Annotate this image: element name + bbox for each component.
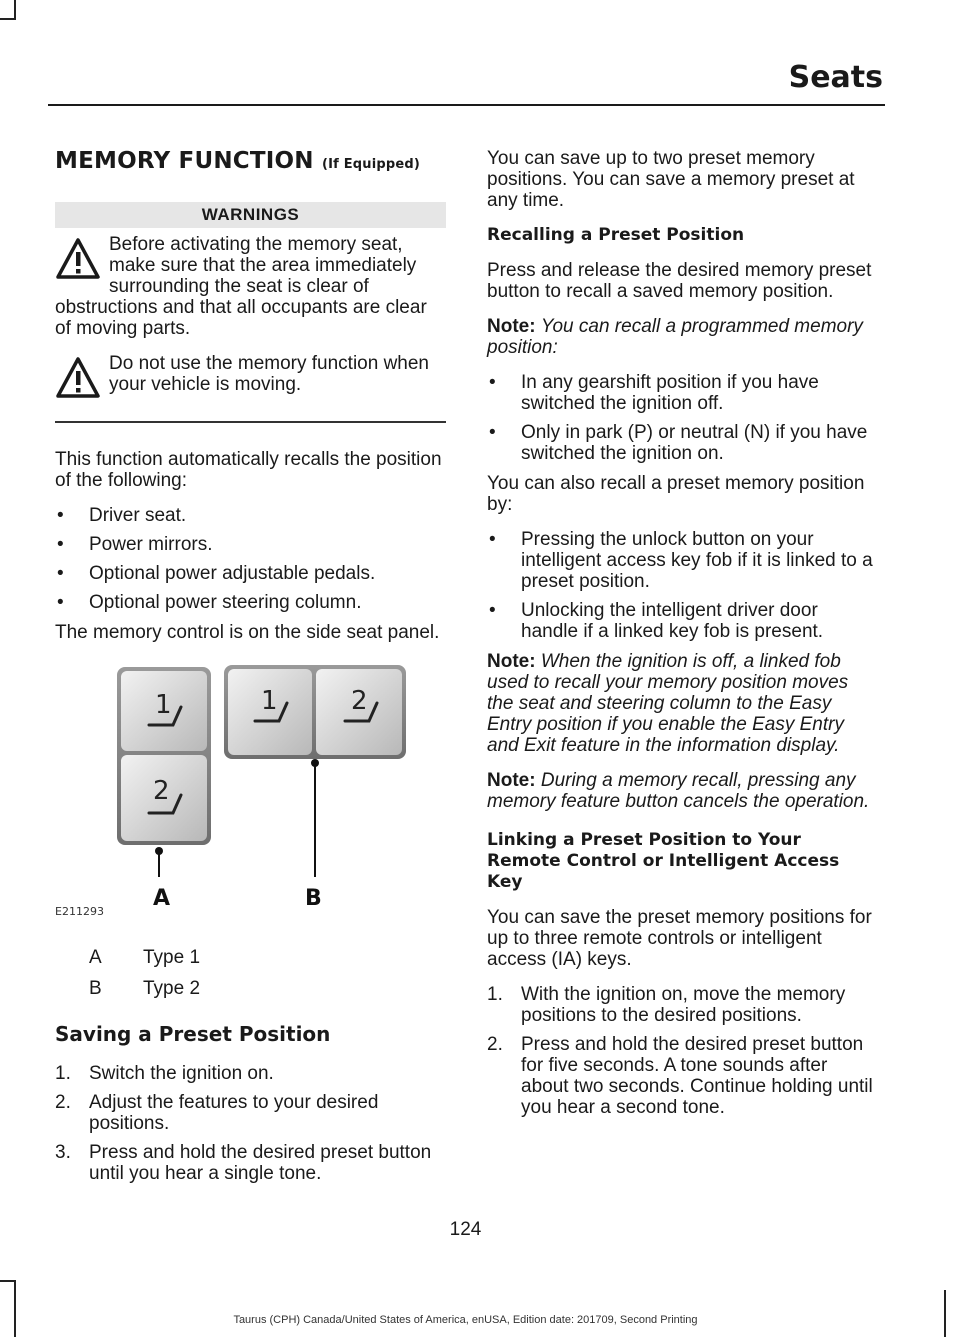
footer-text: Taurus (CPH) Canada/United States of America, enUSA, Edition date: 201709, Second Printing bbox=[233, 1314, 698, 1326]
warning-triangle-icon bbox=[55, 355, 101, 401]
warning-text: Before activating the memory seat, make sure that the area immediately surrounding the seat is clear of obstructions and that all occupants are clear of moving parts. bbox=[55, 234, 427, 339]
button-number: 2 bbox=[153, 776, 170, 806]
crop-mark bbox=[14, 0, 16, 20]
warnings-banner: WARNINGS bbox=[55, 202, 446, 228]
button-number: 1 bbox=[155, 690, 172, 720]
save-info-text: You can save up to two preset memory positions. You can save a memory preset at any time. bbox=[487, 148, 855, 211]
link-steps bbox=[487, 984, 879, 1118]
divider bbox=[55, 421, 446, 423]
list-item: • Pressing the unlock button on your intelligent access key fob if it is linked to a preset position. bbox=[487, 529, 879, 592]
right-column bbox=[487, 148, 879, 1126]
step-item: 2. Press and hold the desired preset button for five seconds. A tone sounds after about two seconds. Continue holding until you hear a second tone. bbox=[487, 1034, 873, 1118]
legend-row bbox=[89, 947, 446, 968]
link-text: You can save the preset memory positions for up to three remote controls or intelligent access (IA) keys. bbox=[487, 907, 872, 970]
section-title: MEMORY FUNCTION (If Equipped) bbox=[55, 148, 421, 174]
location-text: The memory control is on the side seat panel. bbox=[55, 622, 440, 643]
list-item: • Optional power steering column. bbox=[55, 592, 446, 613]
legend-key: B bbox=[89, 978, 102, 999]
crop-mark bbox=[0, 1280, 16, 1282]
legend-row bbox=[89, 978, 446, 999]
intro-text: This function automatically recalls the position of the following: bbox=[55, 449, 442, 491]
note: Note: When the ignition is off, a linked fob used to recall your memory position moves the seat and steering column to the Easy Entry position if you enable the Easy Entry and Exit feature in the information display. bbox=[487, 651, 849, 756]
running-header: Seats bbox=[788, 60, 883, 95]
saving-heading: Saving a Preset Position bbox=[55, 1022, 331, 1046]
callout-label-a: A bbox=[153, 886, 171, 911]
step-item: 1. Switch the ignition on. bbox=[55, 1063, 274, 1084]
left-column bbox=[55, 148, 446, 1192]
saving-steps bbox=[55, 1063, 446, 1184]
memory-buttons-figure bbox=[55, 657, 446, 925]
crop-mark bbox=[944, 1290, 946, 1337]
list-item: • In any gearshift position if you have switched the ignition off. bbox=[487, 372, 879, 414]
recall-list bbox=[55, 505, 446, 613]
crop-mark bbox=[14, 1280, 16, 1337]
link-heading: Linking a Preset Position to Your Remote Control or Intelligent Access Key bbox=[487, 830, 840, 892]
note-list bbox=[487, 372, 879, 464]
list-item: • Only in park (P) or neutral (N) if you have switched the ignition on. bbox=[487, 422, 879, 464]
list-item: • Optional power adjustable pedals. bbox=[55, 563, 446, 584]
warning-text: Do not use the memory function when your vehicle is moving. bbox=[109, 353, 430, 395]
list-item: • Power mirrors. bbox=[55, 534, 446, 555]
step-item: 2. Adjust the features to your desired positions. bbox=[55, 1092, 379, 1134]
also-list bbox=[487, 529, 879, 642]
warning-item bbox=[55, 234, 446, 339]
warning-item bbox=[55, 353, 446, 401]
figure-legend bbox=[89, 947, 446, 999]
button-number: 1 bbox=[261, 686, 278, 716]
legend-key: A bbox=[89, 947, 102, 968]
step-item: 1. With the ignition on, move the memory positions to the desired positions. bbox=[487, 984, 846, 1026]
recall-heading: Recalling a Preset Position bbox=[487, 225, 745, 245]
crop-mark bbox=[0, 18, 16, 20]
recall-text: Press and release the desired memory preset button to recall a saved memory position. bbox=[487, 260, 872, 302]
also-text: You can also recall a preset memory position by: bbox=[487, 473, 865, 515]
note: Note: During a memory recall, pressing any memory feature button cancels the operation. bbox=[487, 770, 870, 812]
step-item: 3. Press and hold the desired preset button until you hear a single tone. bbox=[55, 1142, 432, 1184]
button-number: 2 bbox=[351, 686, 368, 716]
list-item: • Driver seat. bbox=[55, 505, 446, 526]
header-rule bbox=[48, 104, 885, 106]
list-item: • Unlocking the intelligent driver door handle if a linked key fob is present. bbox=[487, 600, 879, 642]
page-number: 124 bbox=[449, 1219, 482, 1240]
legend-value: Type 2 bbox=[143, 978, 201, 999]
callout-label-b: B bbox=[305, 886, 322, 911]
legend-value: Type 1 bbox=[143, 947, 201, 968]
memory-buttons-illustration bbox=[55, 657, 446, 925]
note: Note: You can recall a programmed memory position: bbox=[487, 316, 863, 358]
figure-id: E211293 bbox=[55, 905, 104, 918]
warning-triangle-icon bbox=[55, 236, 101, 282]
